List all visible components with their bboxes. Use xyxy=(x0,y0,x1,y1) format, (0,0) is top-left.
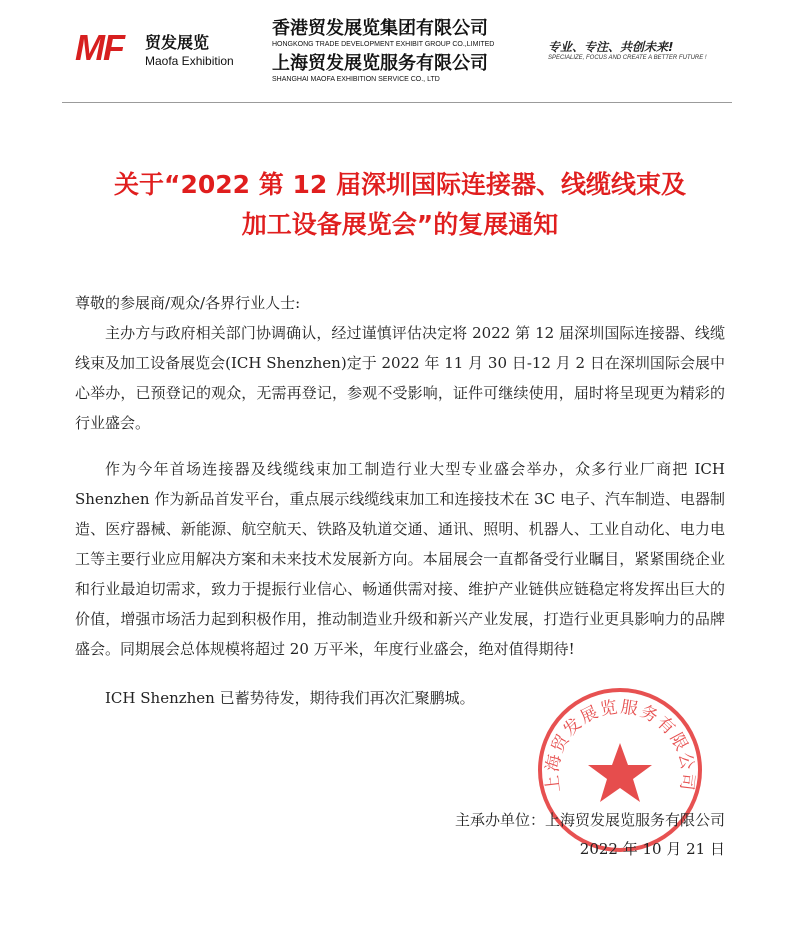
company-names xyxy=(272,18,532,88)
paragraph-2: 作为今年首场连接器及线缆线束加工制造行业大型专业盛会举办，众多行业厂商把 ICH Shenzhen 作为新品首发平台，重点展示线缆线束加工和连接技术在 3C 电子、汽车制造、电器制造、医疗器械、新能源、航空航天、铁路及轨道交通、通讯、照明、机器人、工业自动化、电力电工等主要行业应用解决方案和未来技术发展新方向。本届展会一直都备受行业瞩目，紧紧围绕企业和行业最迫切需求，致力于提振行业信心、畅通供需对接、维护产业链供应链稳定将发挥出巨大的价值，增强市场活力起到积极作用，推动制造业升级和新兴产业发展，打造行业更具影响力的品牌盛会。同期展会总体规模将超过 20 万平米，年度行业盛会，绝对值得期待! xyxy=(75,460,725,658)
paragraph-1: 主办方与政府相关部门协调确认，经过谨慎评估决定将 2022 第 12 届深圳国际连接器、线缆线束及加工设备展览会(ICH Shenzhen)定于 2022 年 11 月 30 日-12 月 2 日在深圳国际会展中心举办，已预登记的观众，无需再登记，参观不受影响，证件可继续使用，届时将呈现更为精彩的行业盛会。 xyxy=(75,324,725,432)
logo-mark: MF xyxy=(75,27,123,68)
logo-english-name: Maofa Exhibition xyxy=(145,54,234,68)
salutation: 尊敬的参展商/观众/各界行业人士: xyxy=(75,294,301,312)
slogan-chinese: 专业、专注、共创未来! xyxy=(548,40,674,54)
company-logo xyxy=(75,27,245,75)
logo-chinese-name: 贸发展览 xyxy=(145,33,210,52)
title-line-2: 加工设备展览会”的复展通知 xyxy=(241,210,559,239)
header-divider xyxy=(62,102,732,103)
notice-title xyxy=(62,165,738,245)
signer: 主承办单位：上海贸发展览服务有限公司 xyxy=(454,811,725,829)
seal-text: 上海贸发展览服务有限公司 xyxy=(542,697,698,794)
paragraph-3: ICH Shenzhen 已蓄势待发，期待我们再次汇聚鹏城。 xyxy=(105,689,475,707)
company1-english-name: HONGKONG TRADE DEVELOPMENT EXHIBIT GROUP CO.,LIMITED xyxy=(272,41,495,48)
slogan-english: SPECIALIZE, FOCUS AND CREATE A BETTER FUTURE ! xyxy=(548,55,707,61)
letterhead xyxy=(0,0,800,95)
slogan xyxy=(548,40,748,62)
company1-chinese-name: 香港贸发展览集团有限公司 xyxy=(272,18,488,39)
title-line-1: 关于“2022 第 12 届深圳国际连接器、线缆线束及 xyxy=(114,170,686,199)
issue-date: 2022 年 10 月 21 日 xyxy=(579,840,725,858)
company2-chinese-name: 上海贸发展览服务有限公司 xyxy=(272,53,488,74)
company2-english-name: SHANGHAI MAOFA EXHIBITION SERVICE CO., LTD xyxy=(272,76,440,83)
seal-star-icon xyxy=(588,743,652,802)
